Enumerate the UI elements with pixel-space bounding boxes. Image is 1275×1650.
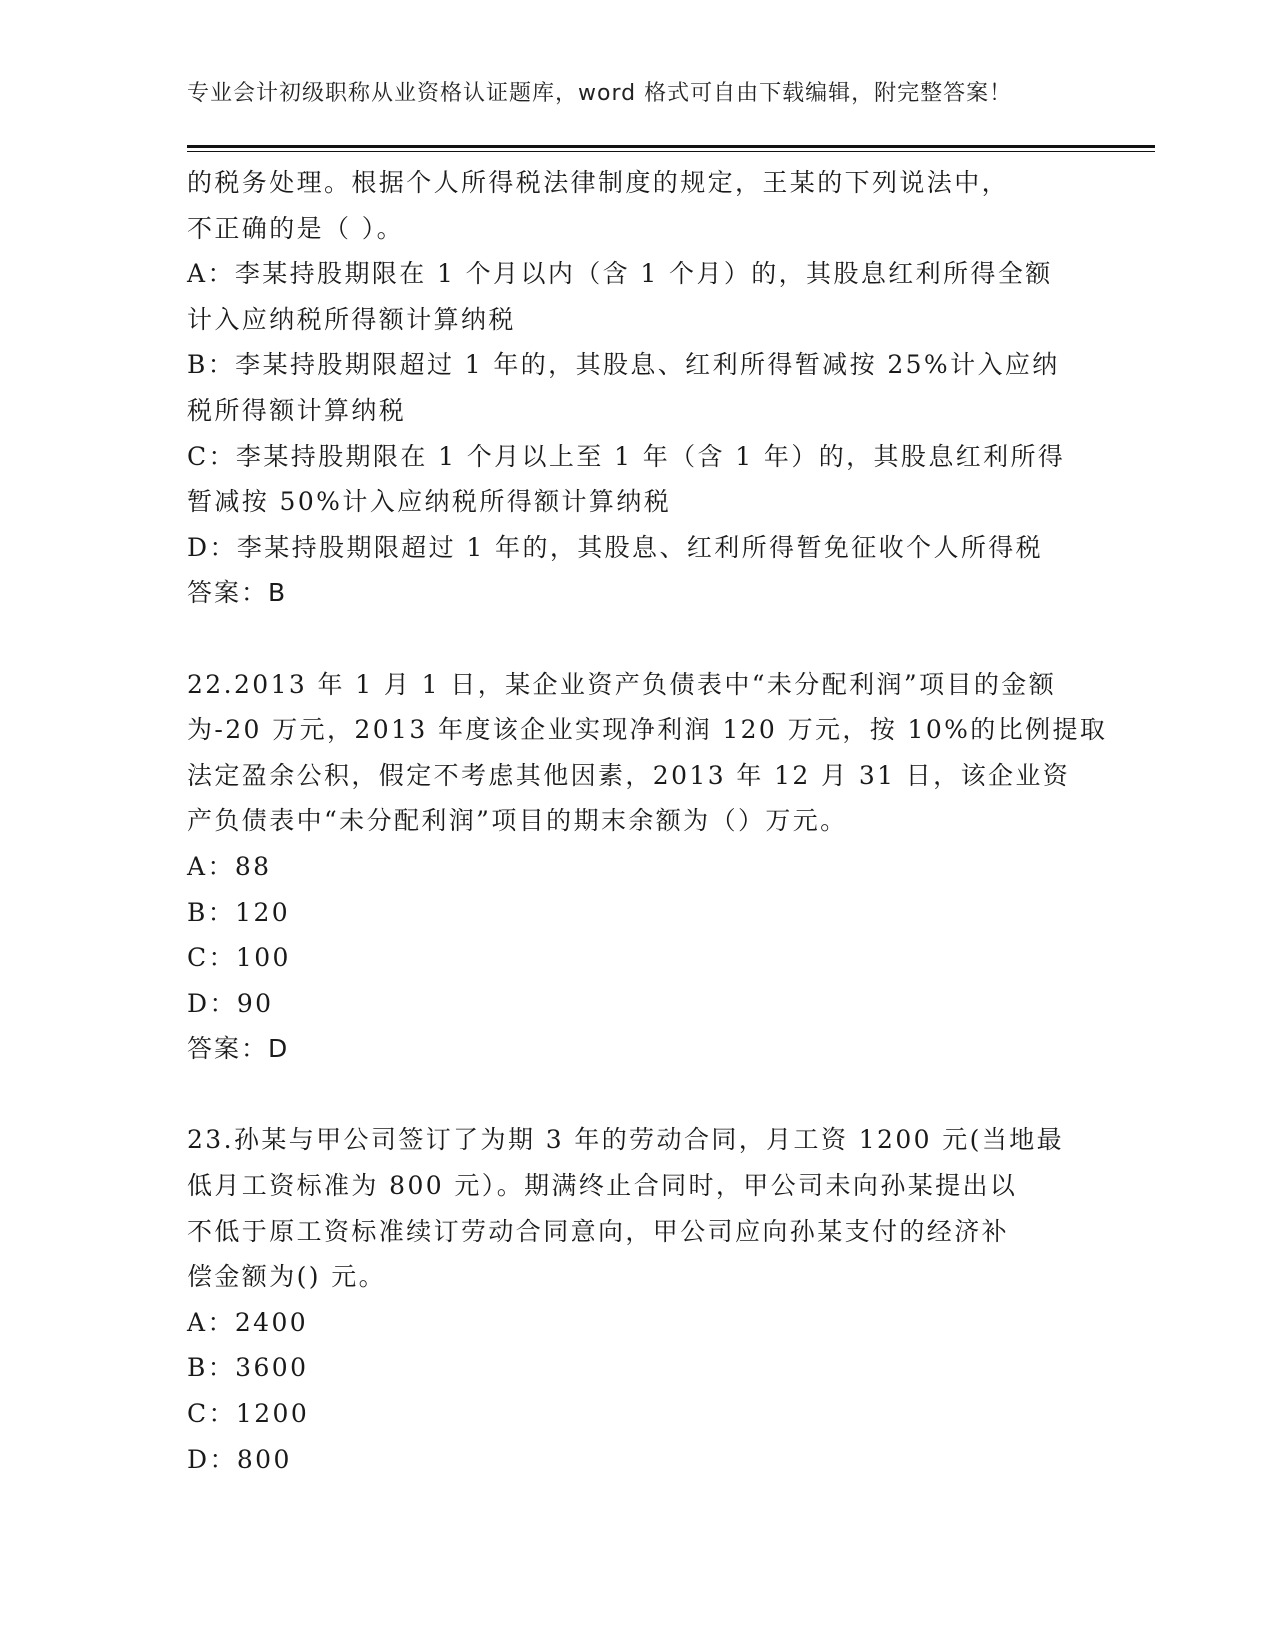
option-b-cont: 税所得额计算纳税: [187, 395, 407, 425]
question-stem-line: 22.2013 年 1 月 1 日，某企业资产负债表中“未分配利润”项目的金额: [187, 669, 1057, 699]
option-c: C：1200: [187, 1399, 310, 1429]
question-stem-line: 23.孙某与甲公司签订了为期 3 年的劳动合同，月工资 1200 元(当地最: [187, 1125, 1065, 1155]
question-stem-line: 偿金额为() 元。: [187, 1262, 387, 1292]
option-d: D：李某持股期限超过 1 年的，其股息、红利所得暂免征收个人所得税: [187, 532, 1044, 562]
option-c: C：100: [187, 943, 291, 973]
page-header: 专业会计初级职称从业资格认证题库，word 格式可自由下载编辑，附完整答案！: [187, 81, 1013, 106]
spacer: [187, 616, 1087, 662]
option-a: A：李某持股期限在 1 个月以内（含 1 个月）的，其股息红利所得全额: [187, 259, 1053, 289]
option-d: D：90: [187, 988, 274, 1018]
question-stem-line: 的税务处理。根据个人所得税法律制度的规定，王某的下列说法中，: [187, 168, 1010, 197]
question-stem-line: 法定盈余公积，假定不考虑其他因素，2013 年 12 月 31 日，该企业资: [187, 760, 1071, 790]
option-b: B：120: [187, 897, 291, 927]
question-stem-line: 不低于原工资标准续订劳动合同意向，甲公司应向孙某支付的经济补: [187, 1216, 1010, 1246]
option-a: A：2400: [187, 1307, 309, 1337]
question-stem-line: 不正确的是（ ）。: [187, 213, 405, 243]
header-rule-thick: [187, 145, 1155, 148]
question-21: [187, 160, 1087, 616]
header-rule-thin: [187, 151, 1155, 152]
question-23: [187, 1117, 1087, 1482]
question-stem-line: 为-20 万元，2013 年度该企业实现净利润 120 万元，按 10%的比例提取: [187, 715, 1108, 745]
option-d: D：800: [187, 1444, 292, 1474]
question-22: [187, 662, 1108, 1072]
option-b: B：李某持股期限超过 1 年的，其股息、红利所得暂减按 25%计入应纳: [187, 350, 1060, 380]
spacer: [187, 1072, 1087, 1118]
question-stem-line: 低月工资标准为 800 元）。期满终止合同时，甲公司未向孙某提出以: [187, 1171, 1018, 1201]
option-a: A：88: [187, 851, 272, 881]
question-content: [187, 160, 1108, 1482]
option-c-cont: 暂减按 50%计入应纳税所得额计算纳税: [187, 487, 672, 517]
option-b: B：3600: [187, 1353, 309, 1383]
question-stem-line: 产负债表中“未分配利润”项目的期末余额为（）万元。: [187, 806, 848, 836]
answer-label: 答案：D: [187, 1034, 290, 1064]
option-c: C：李某持股期限在 1 个月以上至 1 年（含 1 年）的，其股息红利所得: [187, 441, 1066, 471]
option-a-cont: 计入应纳税所得额计算纳税: [187, 304, 516, 334]
answer-label: 答案：B: [187, 578, 288, 608]
